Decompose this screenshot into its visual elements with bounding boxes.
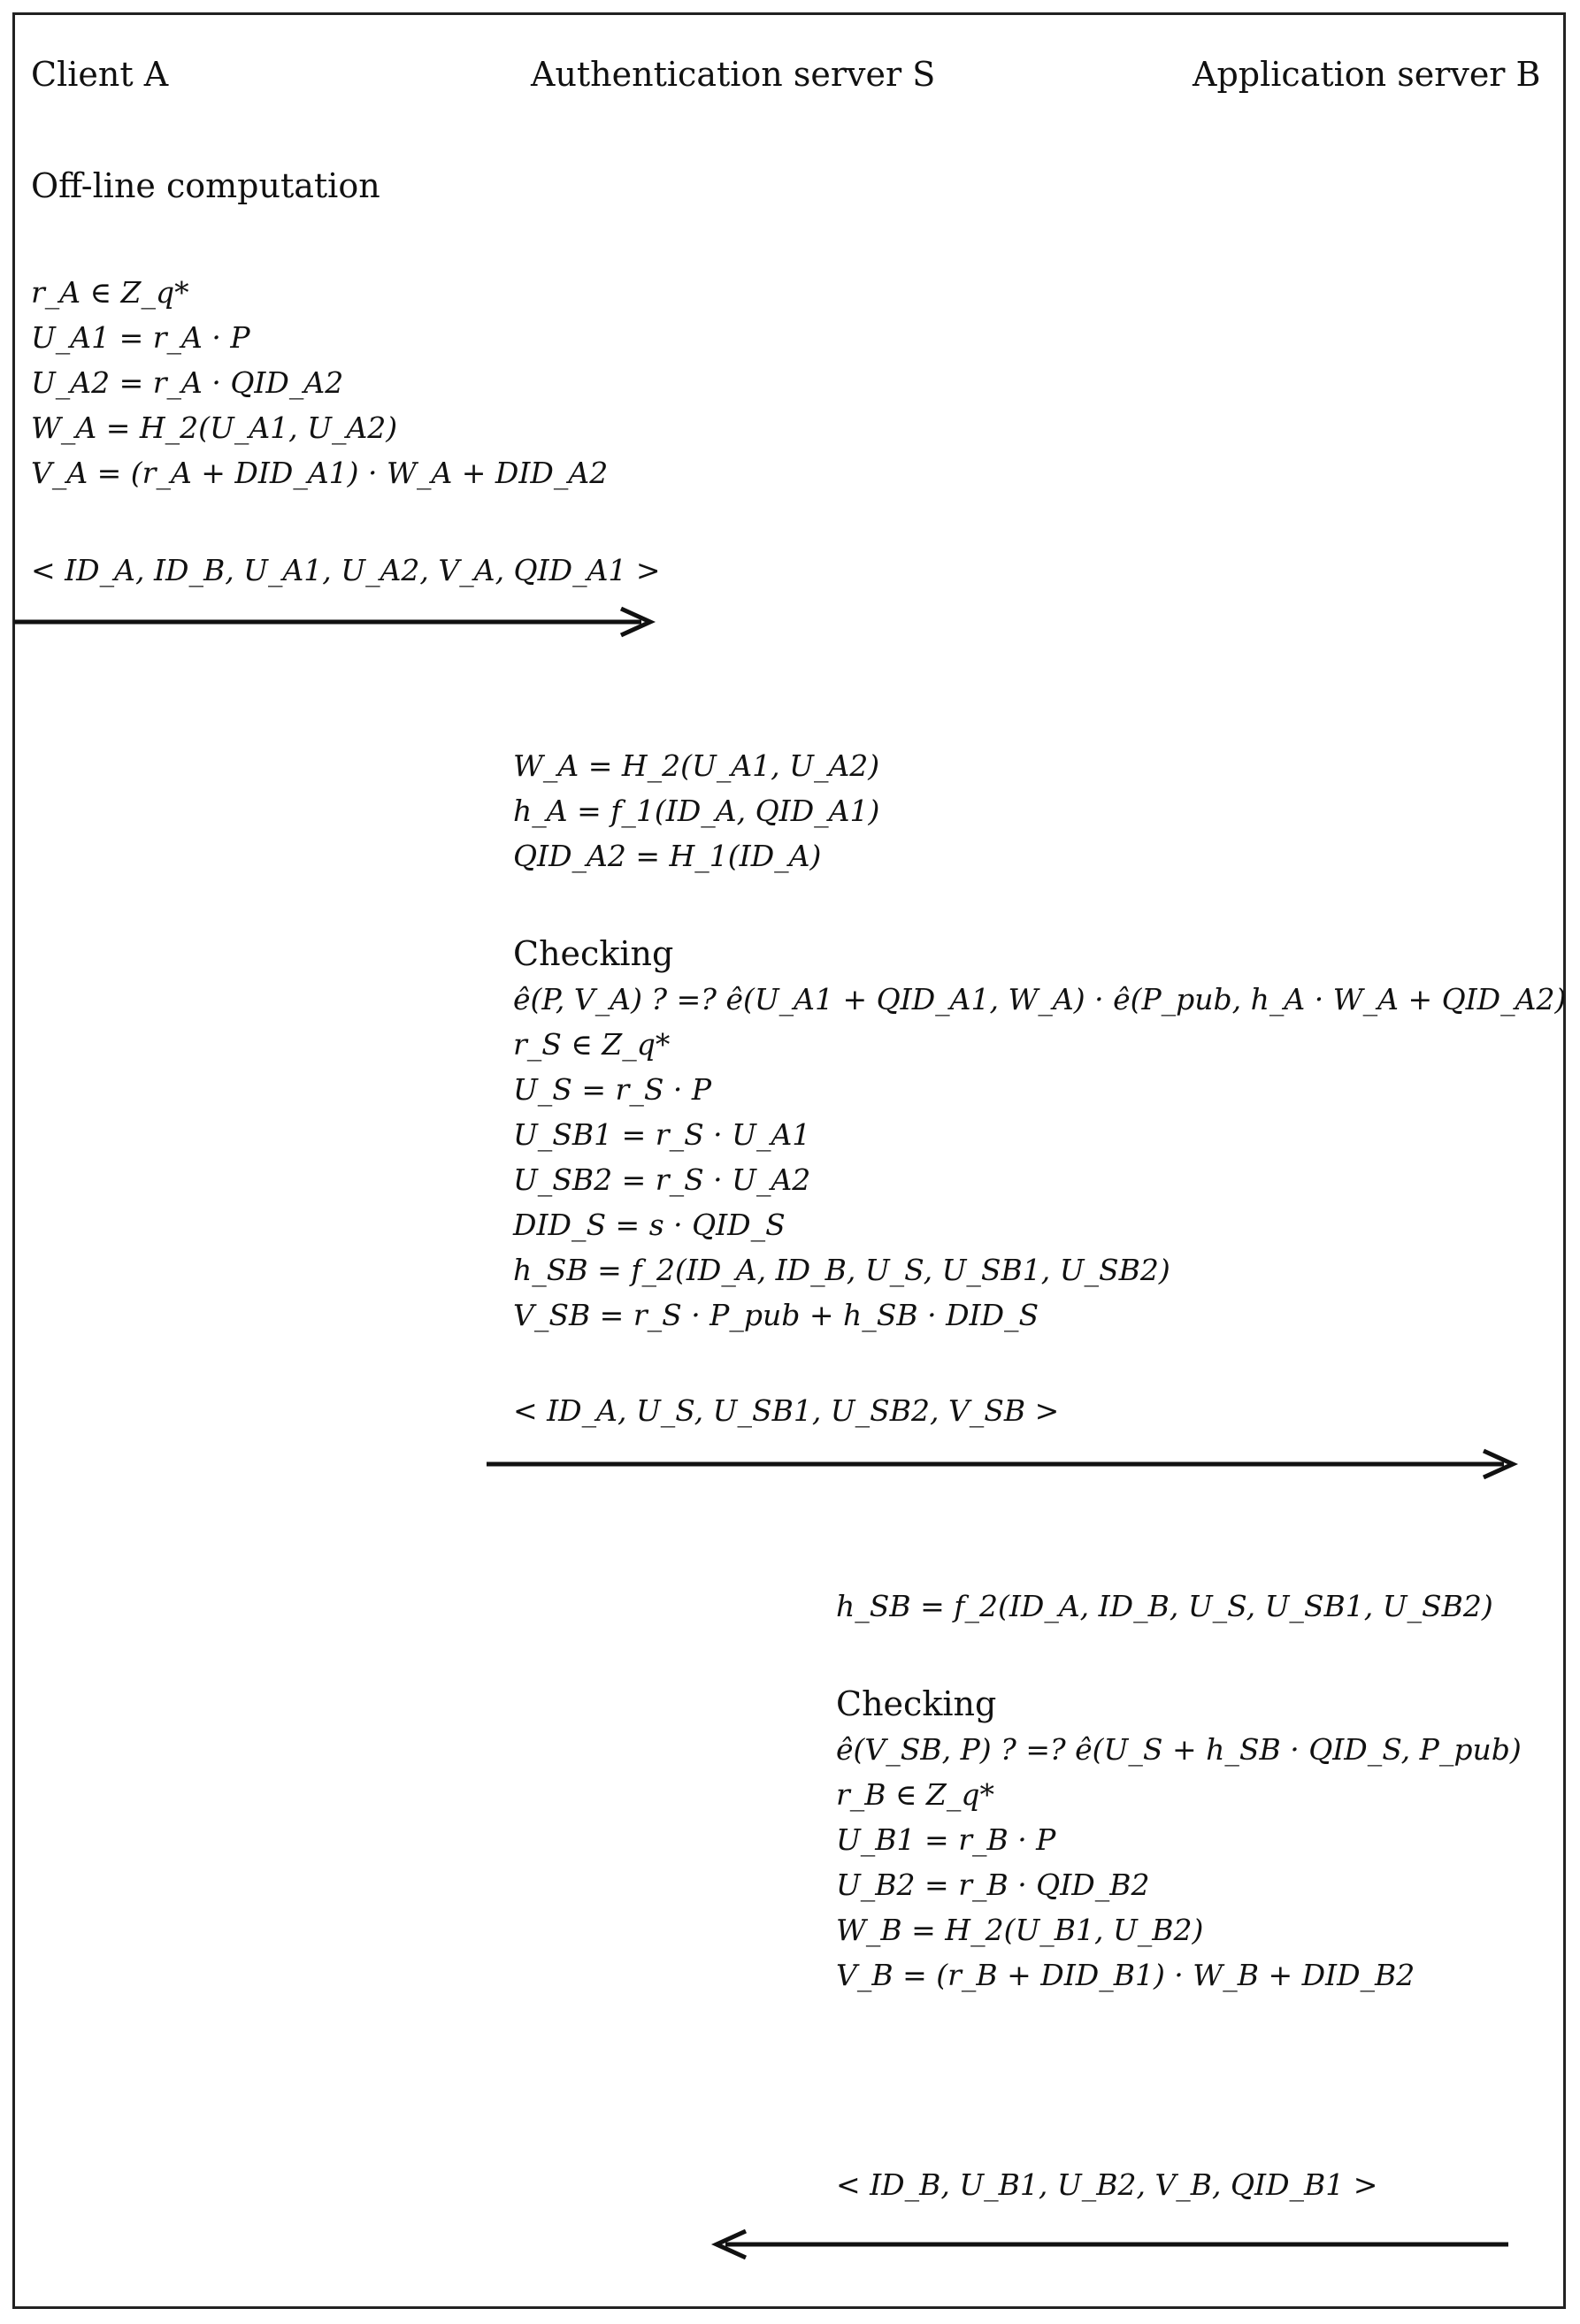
message-client-to-s: < ID_A, ID_B, U_A1, U_A2, V_A, QID_A1 >: [31, 553, 661, 587]
server-s-line: DID_S = s · QID_S: [513, 1208, 786, 1242]
client-line: W_A = H_2(U_A1, U_A2): [31, 410, 398, 445]
server-s-line: U_SB1 = r_S · U_A1: [513, 1117, 811, 1152]
client-line: V_A = (r_A + DID_A1) · W_A + DID_A2: [31, 456, 609, 490]
arrow-b-to-client: [717, 2231, 1508, 2258]
arrow-client-to-s: [14, 609, 650, 635]
server-b-line: r_B ∈ Z_q*: [836, 1777, 994, 1812]
server-b-checking-label: Checking: [836, 1684, 997, 1723]
client-line: r_A ∈ Z_q*: [31, 275, 189, 310]
server-s-line: ê(P, V_A) ? =? ê(U_A1 + QID_A1, W_A) · ê(P_pub, h_A · W_A + QID_A2): [513, 982, 1567, 1016]
server-b-line: U_B2 = r_B · QID_B2: [836, 1868, 1150, 1902]
server-b-line: W_B = H_2(U_B1, U_B2): [836, 1913, 1204, 1947]
party-client: Client A: [31, 55, 169, 94]
server-b-line: ê(V_SB, P) ? =? ê(U_S + h_SB · QID_S, P_pub): [836, 1732, 1522, 1767]
client-line: U_A2 = r_A · QID_A2: [31, 365, 344, 400]
server-s-line: U_SB2 = r_S · U_A2: [513, 1162, 811, 1197]
server-s-line: W_A = H_2(U_A1, U_A2): [513, 748, 880, 783]
message-s-to-b: < ID_A, U_S, U_SB1, U_SB2, V_SB >: [513, 1393, 1060, 1428]
server-s-line: V_SB = r_S · P_pub + h_SB · DID_S: [513, 1298, 1039, 1332]
message-b-to-client: < ID_B, U_B1, U_B2, V_B, QID_B1 >: [836, 2167, 1378, 2202]
server-s-line: QID_A2 = H_1(ID_A): [513, 839, 822, 873]
server-s-line: h_SB = f_2(ID_A, ID_B, U_S, U_SB1, U_SB2): [513, 1253, 1170, 1287]
server-s-checking-label: Checking: [513, 934, 674, 973]
client-line: U_A1 = r_A · P: [31, 320, 250, 355]
server-s-line: h_A = f_1(ID_A, QID_A1): [513, 794, 880, 828]
server-s-line: r_S ∈ Z_q*: [513, 1027, 671, 1062]
offline-computation-title: Off-line computation: [31, 166, 380, 205]
server-b-line: V_B = (r_B + DID_B1) · W_B + DID_B2: [836, 1958, 1415, 1992]
arrow-s-to-b: [487, 1451, 1513, 1477]
party-authentication-server: Authentication server S: [531, 55, 936, 94]
server-b-line: h_SB = f_2(ID_A, ID_B, U_S, U_SB1, U_SB2): [836, 1589, 1493, 1623]
server-s-line: U_S = r_S · P: [513, 1072, 712, 1107]
server-b-line: U_B1 = r_B · P: [836, 1822, 1056, 1857]
party-application-server: Application server B: [1193, 55, 1541, 94]
